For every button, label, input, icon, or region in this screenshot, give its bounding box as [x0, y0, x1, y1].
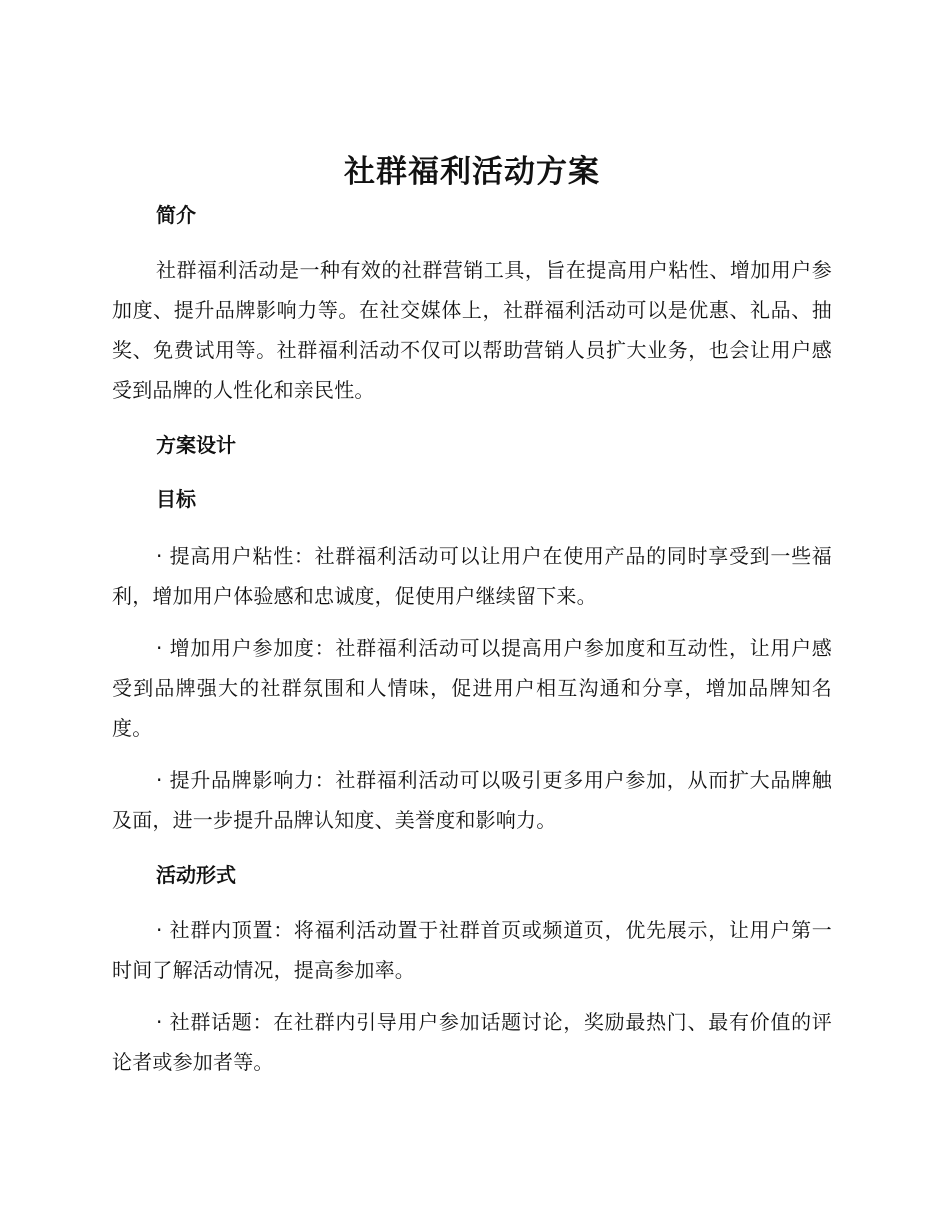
- intro-paragraph: 社群福利活动是一种有效的社群营销工具，旨在提高用户粘性、增加用户参加度、提升品牌影响力等。在社交媒体上，社群福利活动可以是优惠、礼品、抽奖、免费试用等。社群福利活动不仅可以帮助营销人员扩大业务，也会让用户感受到品牌的人性化和亲民性。: [112, 258, 832, 402]
- section-heading-intro: 简介: [156, 203, 196, 227]
- section-heading-forms: 活动形式: [156, 863, 236, 887]
- document-title: 社群福利活动方案: [344, 154, 600, 190]
- form-item: · 社群内顶置：将福利活动置于社群首页或频道页，优先展示，让用户第一时间了解活动情况，提高参加率。: [112, 918, 832, 982]
- goal-item: · 提升品牌影响力：社群福利活动可以吸引更多用户参加，从而扩大品牌触及面，进一步提升品牌认知度、美誉度和影响力。: [112, 768, 832, 832]
- goal-item: · 增加用户参加度：社群福利活动可以提高用户参加度和互动性，让用户感受到品牌强大的社群氛围和人情味，促进用户相互沟通和分享，增加品牌知名度。: [112, 636, 832, 740]
- section-heading-goals: 目标: [156, 487, 196, 511]
- section-heading-design: 方案设计: [156, 433, 236, 457]
- document-page: [112, 150, 832, 1082]
- goal-item: · 提高用户粘性：社群福利活动可以让用户在使用产品的同时享受到一些福利，增加用户体验感和忠诚度，促使用户继续留下来。: [112, 544, 832, 608]
- form-item: · 社群话题：在社群内引导用户参加话题讨论，奖励最热门、最有价值的评论者或参加者等。: [112, 1010, 832, 1074]
